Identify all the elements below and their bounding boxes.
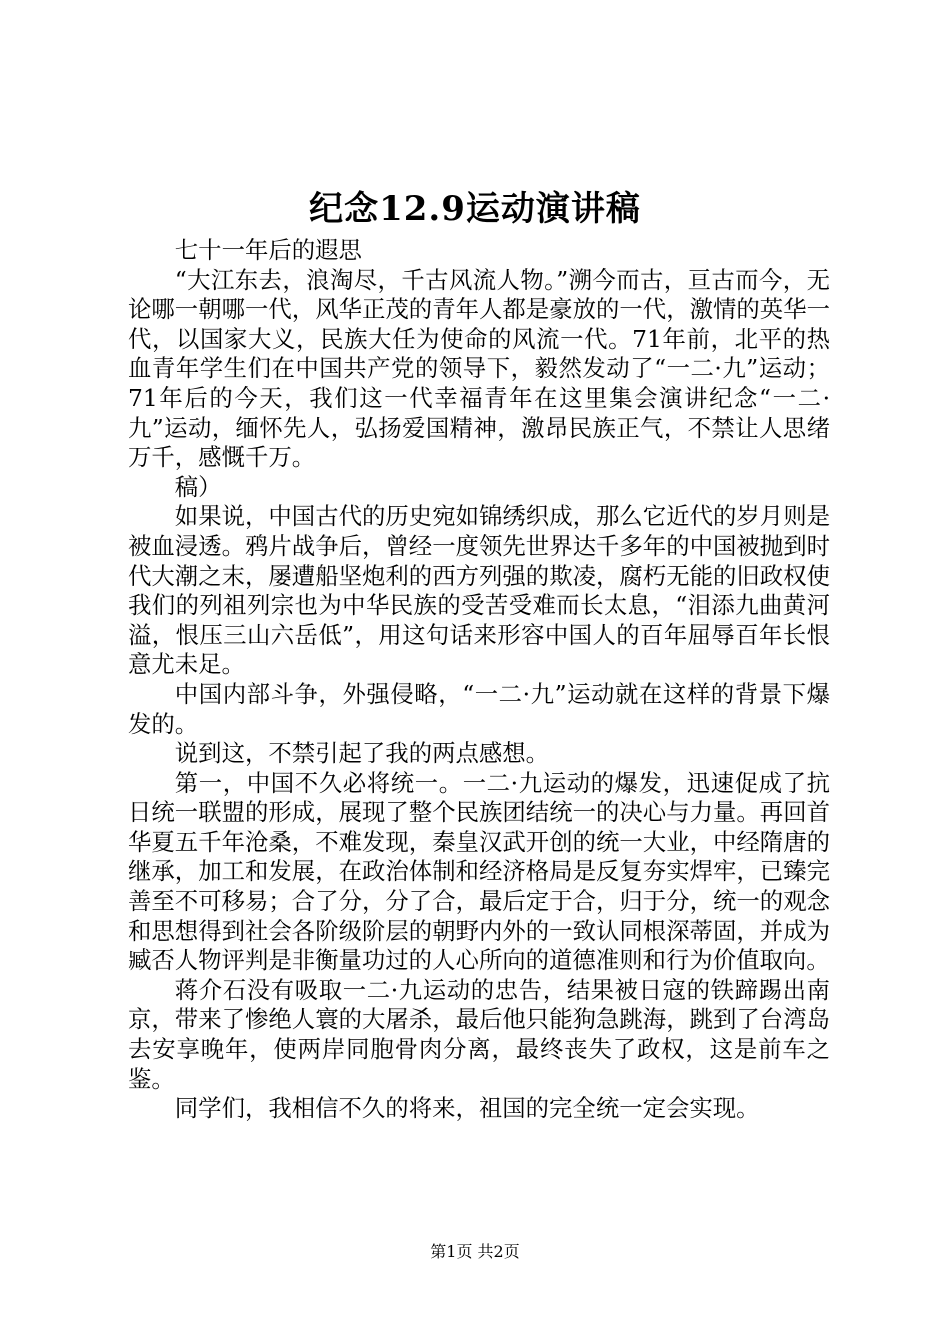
page-footer: 第1页 共2页	[430, 1242, 520, 1261]
paragraph-opening: “大江东去，浪淘尽，千古风流人物。”溯今而古，亘古而今，无论哪一朝哪一代，风华正茂的青年人都是豪放的一代，激情的英华一代，以国家大义，民族大任为使命的风流一代。71年前，北平的热血青年学生们在中国共产党的领导下，毅然发动了“一二·九”运动；71年后的今天，我们这一代幸福青年在这里集会演讲纪念“一二·九”运动，缅怀先人，弘扬爱国精神，激昂民族正气，不禁让人思绪万千，感慨千万。	[128, 265, 830, 472]
paragraph-transition: 说到这，不禁引起了我的两点感想。	[174, 739, 550, 768]
paragraph-lesson: 蒋介石没有吸取一二·九运动的忠告，结果被日寇的铁蹄踢出南京，带来了惨绝人寰的大屠杀，最后他只能狗急跳海，跳到了台湾岛去安享晚年，使两岸同胞骨肉分离，最终丧失了政权，这是前车之鉴。	[128, 975, 830, 1093]
paragraph-fragment: 稿）	[174, 472, 222, 501]
paragraph-point-one: 第一，中国不久必将统一。一二·九运动的爆发，迅速促成了抗日统一联盟的形成，展现了整个民族团结统一的决心与力量。再回首华夏五千年沧桑，不难发现，秦皇汉武开创的统一大业，中经隋唐的继承，加工和发展，在政治体制和经济格局是反复夯实焊牢，已臻完善至不可移易；合了分，分了合，最后定于合，归于分，统一的观念和思想得到社会各阶级阶层的朝野内外的一致认同根深蒂固，并成为臧否人物评判是非衡量功过的人心所向的道德准则和行为价值取向。	[128, 768, 830, 975]
paragraph-closing: 同学们，我相信不久的将来，祖国的完全统一定会实现。	[174, 1094, 760, 1123]
paragraph-background: 中国内部斗争，外强侵略，“一二·九”运动就在这样的背景下爆发的。	[128, 679, 830, 738]
paragraph-subtitle: 七十一年后的遐思	[174, 236, 362, 264]
document-body	[128, 236, 830, 1124]
paragraph-history: 如果说，中国古代的历史宛如锦绣织成，那么它近代的岁月则是被血浸透。鸦片战争后，曾经一度领先世界达千多年的中国被抛到时代大潮之末，屡遭船坚炮利的西方列强的欺凌，腐朽无能的旧政权使我们的列祖列宗也为中华民族的受苦受难而长太息，“泪添九曲黄河溢，恨压三山六岳低”，用这句话来形容中国人的百年屈辱百年长恨意尤未足。	[128, 502, 830, 679]
document-title: 纪念12.9运动演讲稿	[309, 189, 641, 229]
